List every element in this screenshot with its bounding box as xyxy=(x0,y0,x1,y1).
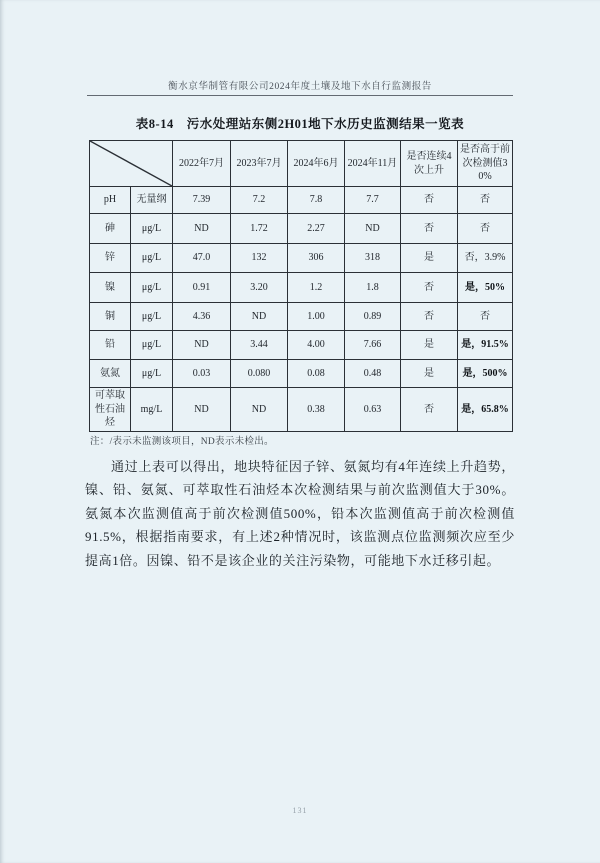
value-cell: 306 xyxy=(288,244,345,273)
value-cell: 318 xyxy=(345,244,401,273)
value-cell: 1.72 xyxy=(231,214,288,244)
value-cell: 4.00 xyxy=(288,331,345,360)
value-cell: 1.8 xyxy=(345,273,401,303)
value-cell: 1.00 xyxy=(288,303,345,331)
value-cell: 0.08 xyxy=(288,360,345,388)
table-row-锌 xyxy=(90,244,513,273)
analysis-paragraph: 通过上表可以得出，地块特征因子锌、氨氮均有4年连续上升趋势，镍、铅、氨氮、可萃取性石油烃本次检测结果与前次监测值大于30%。氨氮本次监测值高于前次检测值500%，铅本次监测值高于前次检测值91.5%，根据指南要求，有上述2种情况时，该监测点位监测频次应至少提高1倍。因镍、铅不是该企业的关注污染物，可能地下水迁移引起。 xyxy=(85,459,515,568)
page-number: 131 xyxy=(292,806,308,815)
value-cell: ND xyxy=(231,388,288,432)
exceed-30pct-cell: 是，500% xyxy=(458,360,513,388)
table-footnote: 注：/表示未监测该项目，ND表示未检出。 xyxy=(90,437,274,447)
table-header-row xyxy=(90,141,513,187)
exceed-30pct-cell: 否 xyxy=(458,214,513,244)
value-cell: 7.7 xyxy=(345,187,401,214)
diagonal-line-icon xyxy=(90,141,172,186)
exceed-30pct-cell: 否 xyxy=(458,303,513,331)
value-cell: 否 xyxy=(401,214,458,244)
unit-cell: μg/L xyxy=(131,360,173,388)
value-cell: 0.91 xyxy=(173,273,231,303)
value-cell: 0.89 xyxy=(345,303,401,331)
exceed-30pct-cell: 是，91.5% xyxy=(458,331,513,360)
value-cell: ND xyxy=(345,214,401,244)
exceed-30pct-cell: 是，50% xyxy=(458,273,513,303)
table-row-铜 xyxy=(90,303,513,331)
running-header: 衡水京华制管有限公司2024年度土壤及地下水自行监测报告 xyxy=(168,82,432,92)
unit-cell: μg/L xyxy=(131,331,173,360)
header-divider xyxy=(87,95,513,96)
parameter-name-cell: 铅 xyxy=(90,331,131,360)
unit-cell: 无量纲 xyxy=(131,187,173,214)
value-cell: ND xyxy=(231,303,288,331)
value-cell: 0.48 xyxy=(345,360,401,388)
table-body xyxy=(90,187,513,432)
value-cell: 132 xyxy=(231,244,288,273)
diagonal-header-cell xyxy=(90,141,173,187)
unit-cell: μg/L xyxy=(131,244,173,273)
unit-cell: μg/L xyxy=(131,214,173,244)
column-header-5: 是否高于前次检测值30% xyxy=(458,141,513,187)
table-row-pH xyxy=(90,187,513,214)
parameter-name-cell: 可萃取性石油烃 xyxy=(90,388,131,432)
value-cell: 否 xyxy=(401,388,458,432)
value-cell: 0.080 xyxy=(231,360,288,388)
value-cell: 4.36 xyxy=(173,303,231,331)
parameter-name-cell: 镍 xyxy=(90,273,131,303)
value-cell: 是 xyxy=(401,360,458,388)
column-header-1: 2023年7月 xyxy=(231,141,288,187)
value-cell: 7.8 xyxy=(288,187,345,214)
value-cell: 否 xyxy=(401,187,458,214)
column-header-0: 2022年7月 xyxy=(173,141,231,187)
value-cell: 否 xyxy=(401,303,458,331)
value-cell: 0.03 xyxy=(173,360,231,388)
value-cell: 7.66 xyxy=(345,331,401,360)
value-cell: 否 xyxy=(401,273,458,303)
parameter-name-cell: 锌 xyxy=(90,244,131,273)
value-cell: ND xyxy=(173,214,231,244)
exceed-30pct-cell: 否，3.9% xyxy=(458,244,513,273)
value-cell: 0.38 xyxy=(288,388,345,432)
parameter-name-cell: 铜 xyxy=(90,303,131,331)
column-header-4: 是否连续4次上升 xyxy=(401,141,458,187)
value-cell: 是 xyxy=(401,331,458,360)
monitoring-results-table xyxy=(89,140,513,432)
exceed-30pct-cell: 否 xyxy=(458,187,513,214)
value-cell: 7.39 xyxy=(173,187,231,214)
table-row-可萃取性石油烃 xyxy=(90,388,513,432)
value-cell: 47.0 xyxy=(173,244,231,273)
parameter-name-cell: 氨氮 xyxy=(90,360,131,388)
column-header-2: 2024年6月 xyxy=(288,141,345,187)
value-cell: 7.2 xyxy=(231,187,288,214)
parameter-name-cell: 砷 xyxy=(90,214,131,244)
exceed-30pct-cell: 是，65.8% xyxy=(458,388,513,432)
table-row-铅 xyxy=(90,331,513,360)
value-cell: ND xyxy=(173,331,231,360)
value-cell: 1.2 xyxy=(288,273,345,303)
value-cell: 2.27 xyxy=(288,214,345,244)
column-header-3: 2024年11月 xyxy=(345,141,401,187)
table-row-镍 xyxy=(90,273,513,303)
unit-cell: μg/L xyxy=(131,303,173,331)
unit-cell: mg/L xyxy=(131,388,173,432)
table-row-氨氮 xyxy=(90,360,513,388)
value-cell: 是 xyxy=(401,244,458,273)
table-title: 表8-14 污水处理站东侧2H01地下水历史监测结果一览表 xyxy=(135,117,465,131)
unit-cell: μg/L xyxy=(131,273,173,303)
value-cell: ND xyxy=(173,388,231,432)
value-cell: 3.44 xyxy=(231,331,288,360)
parameter-name-cell: pH xyxy=(90,187,131,214)
value-cell: 0.63 xyxy=(345,388,401,432)
value-cell: 3.20 xyxy=(231,273,288,303)
table-row-砷 xyxy=(90,214,513,244)
